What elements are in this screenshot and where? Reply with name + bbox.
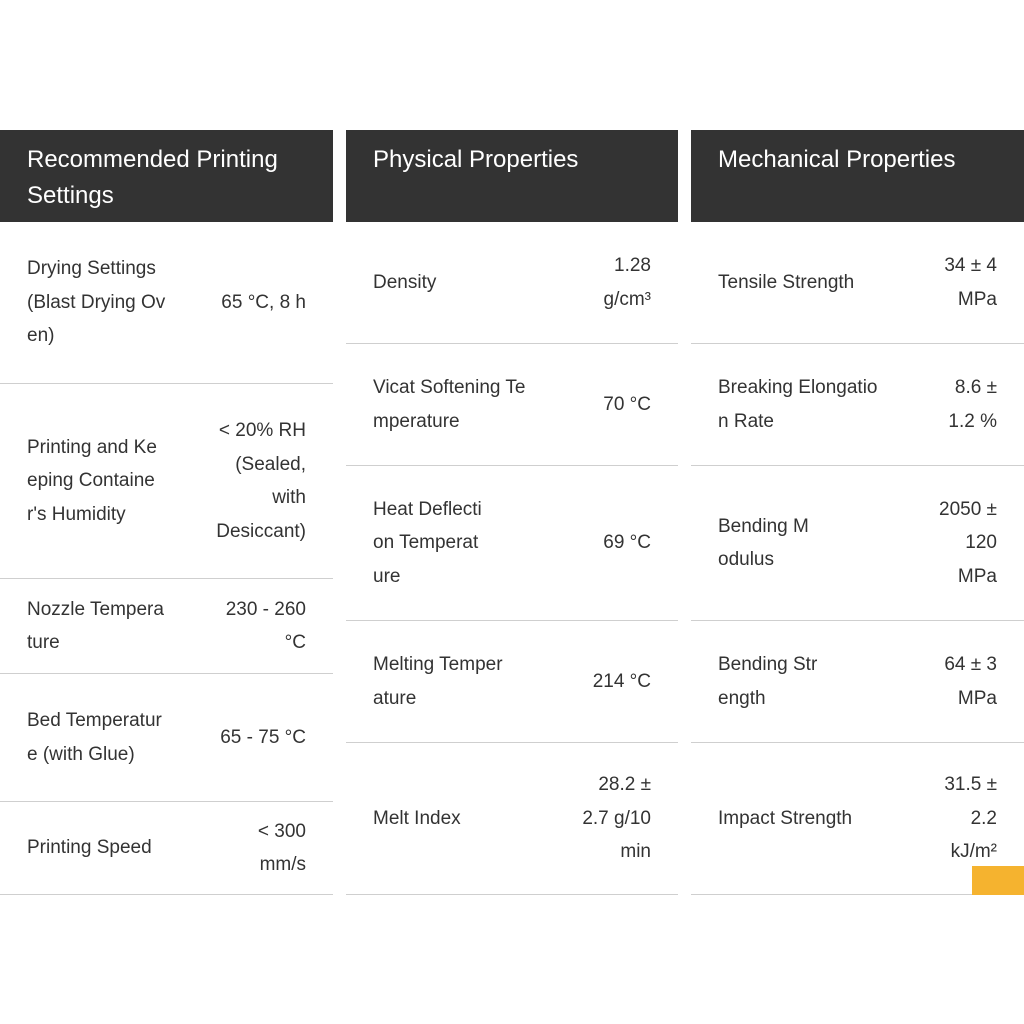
row-label: Bending Strength [718,654,818,709]
row-value: 70 °C [603,393,651,415]
physical-properties-heading: Physical Properties [346,130,678,222]
table-row [0,579,333,674]
row-label: Density [373,271,437,293]
row-value: 69 °C [603,532,651,554]
row-value: < 300 mm/s [257,820,306,875]
row-value: 214 °C [592,670,651,692]
table-row [0,384,333,579]
row-label: Bending Modulus [718,515,809,570]
row-value: 1.28 g/cm³ [603,255,651,310]
row-value: 65 - 75 °C [220,726,306,748]
row-value: 64 ± 3 MPa [944,654,997,709]
table-row [346,621,678,743]
table-row [346,466,678,621]
row-value: < 20% RH (Sealed, with Desiccant) [216,420,306,542]
table-row [691,466,1024,621]
table-row [691,344,1024,466]
row-label: Nozzle Temperature [27,598,164,653]
row-value: 230 - 260 °C [225,598,306,653]
physical-properties-table [346,130,678,895]
table-row [0,802,333,895]
row-label: Melting Temperature [373,654,503,709]
row-label: Drying Settings (Blast Drying Oven) [27,258,166,347]
floating-action-button[interactable] [972,866,1024,895]
printing-settings-table [0,130,333,895]
table-row [0,222,333,384]
table-row [346,344,678,466]
mechanical-properties-table [691,130,1024,895]
row-label: Bed Temperature (with Glue) [27,710,162,765]
table-row [691,621,1024,743]
row-label: Heat Deflection Temperature [373,498,482,587]
row-label: Melt Index [373,807,461,829]
row-value: 28.2 ± 2.7 g/10 min [582,774,651,863]
row-value: 2050 ± 120 MPa [939,498,997,587]
table-row [346,743,678,895]
row-value: 34 ± 4 MPa [944,255,997,310]
printing-settings-heading: Recommended Printing Settings [0,130,333,222]
row-label: Tensile Strength [718,271,855,293]
table-row [346,222,678,344]
table-row [691,222,1024,344]
row-label: Printing and Keeping Container's Humidity [27,436,157,525]
row-value: 31.5 ± 2.2 kJ/m² [944,774,997,863]
row-value: 65 °C, 8 h [221,291,306,313]
row-label: Breaking Elongation Rate [718,377,878,432]
mechanical-properties-heading: Mechanical Properties [691,130,1024,222]
row-label: Vicat Softening Temperature [373,377,526,432]
row-label: Printing Speed [27,837,152,859]
table-row [0,674,333,802]
row-label: Impact Strength [718,807,853,829]
row-value: 8.6 ± 1.2 % [948,377,997,432]
